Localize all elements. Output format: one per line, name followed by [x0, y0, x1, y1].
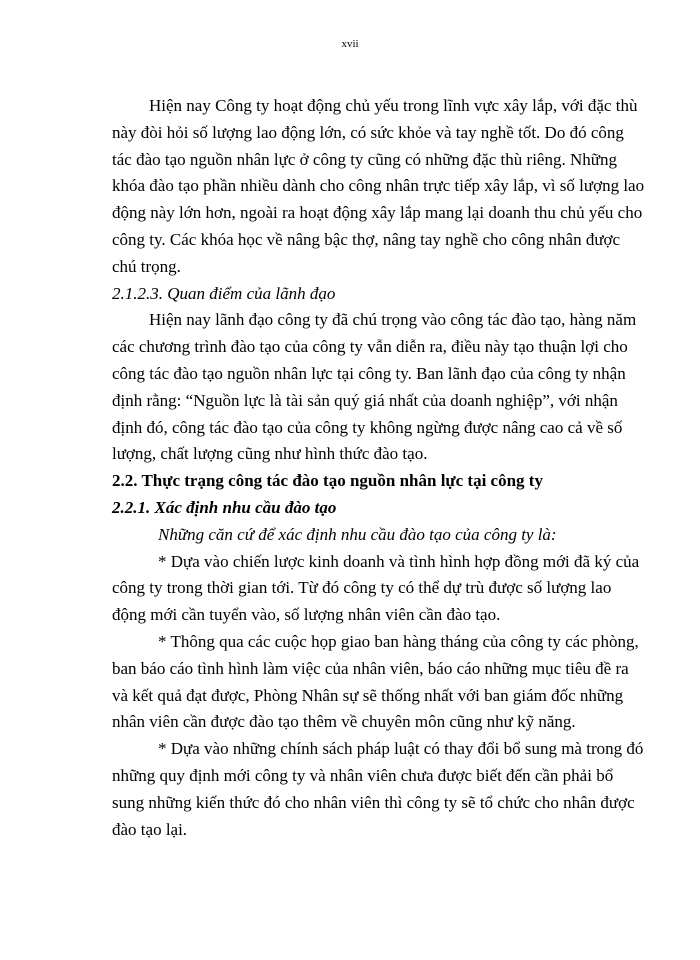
- paragraph-line: công tác đào tạo nguồn nhân lực tại công ty. Ban lãnh đạo của công ty nhận: [112, 363, 626, 383]
- paragraph-line: định rằng: “Nguồn lực là tài sản quý giá nhất của doanh nghiệp”, với nhận: [112, 390, 618, 410]
- paragraph-line: động mới cần tuyển vào, số lượng nhân viên cần đào tạo.: [112, 605, 501, 625]
- paragraph-line: đào tạo lại.: [112, 819, 188, 839]
- paragraph-line: khóa đào tạo phần nhiều dành cho công nhân trực tiếp xây lắp, vì số lượng lao: [112, 176, 645, 196]
- paragraph-line: * Thông qua các cuộc họp giao ban hàng tháng của công ty các phòng,: [158, 631, 639, 651]
- paragraph-line: này đòi hỏi số lượng lao động lớn, có sức khỏe và tay nghề tốt. Do đó công: [112, 122, 624, 142]
- paragraph-line: Hiện nay Công ty hoạt động chủ yếu trong lĩnh vực xây lắp, với đặc thù: [149, 96, 638, 115]
- section-heading-2-1-2-3: 2.1.2.3. Quan điểm của lãnh đạo: [112, 283, 336, 303]
- paragraph-line: * Dựa vào chiến lược kinh doanh và tình hình hợp đồng mới đã ký của: [158, 551, 640, 571]
- paragraph-line: nhân viên cần được đào tạo thêm về chuyên môn cũng như kỹ năng.: [112, 712, 576, 732]
- paragraph-line: công ty. Các khóa học về nâng bậc thợ, nâng tay nghề cho công nhân được: [112, 229, 621, 249]
- paragraph-line: chú trọng.: [112, 256, 181, 276]
- paragraph-line: * Dựa vào những chính sách pháp luật có thay đổi bổ sung mà trong đó: [158, 739, 644, 759]
- paragraph-line: ban báo cáo tình hình làm việc của nhân viên, báo cáo những mục tiêu đề ra: [112, 658, 629, 678]
- paragraph-leadership-view: [112, 307, 637, 468]
- paragraph-line: công ty trong thời gian tới. Từ đó công ty có thể dự trù được số lượng lao: [112, 578, 612, 598]
- section-heading-2-2: 2.2. Thực trạng công tác đào tạo nguồn nhân lực tại công ty: [112, 471, 543, 491]
- paragraph-line: sung những kiến thức đó cho nhân viên thì công ty sẽ tổ chức cho nhân được: [112, 792, 635, 812]
- section-heading-2-2-1: 2.2.1. Xác định nhu cầu đào tạo: [112, 497, 337, 517]
- page-number: xvii: [341, 38, 359, 50]
- document-body: [112, 93, 645, 843]
- paragraph-line: định đó, công tác đào tạo của công ty không ngừng được nâng cao cả về số: [112, 417, 623, 437]
- paragraph-line: các chương trình đào tạo của công ty vẫn diễn ra, điều này tạo thuận lợi cho: [112, 337, 628, 357]
- bullet-strategy: [112, 549, 640, 629]
- bullet-legal-policy: [112, 736, 644, 843]
- paragraph-line: tác đào tạo nguồn nhân lực ở công ty cũng có những đặc thù riêng. Những: [112, 149, 617, 169]
- bullet-meetings: [112, 629, 639, 736]
- paragraph-line: Hiện nay lãnh đạo công ty đã chú trọng vào công tác đào tạo, hàng năm: [149, 310, 637, 330]
- paragraph-line: những quy định mới công ty và nhân viên chưa được biết đến cần phải bổ: [112, 765, 614, 785]
- paragraph-line: động này lớn hơn, ngoài ra hoạt động xây lắp mang lại doanh thu chủ yếu cho: [112, 203, 643, 223]
- paragraph-work-characteristics: [112, 93, 645, 281]
- paragraph-line: lượng, chất lượng cũng như hình thức đào tạo.: [112, 444, 428, 464]
- intro-line: Những căn cứ để xác định nhu cầu đào tạo của công ty là:: [158, 524, 557, 544]
- paragraph-line: và kết quả đạt được, Phòng Nhân sự sẽ thống nhất với ban giám đốc những: [112, 685, 624, 705]
